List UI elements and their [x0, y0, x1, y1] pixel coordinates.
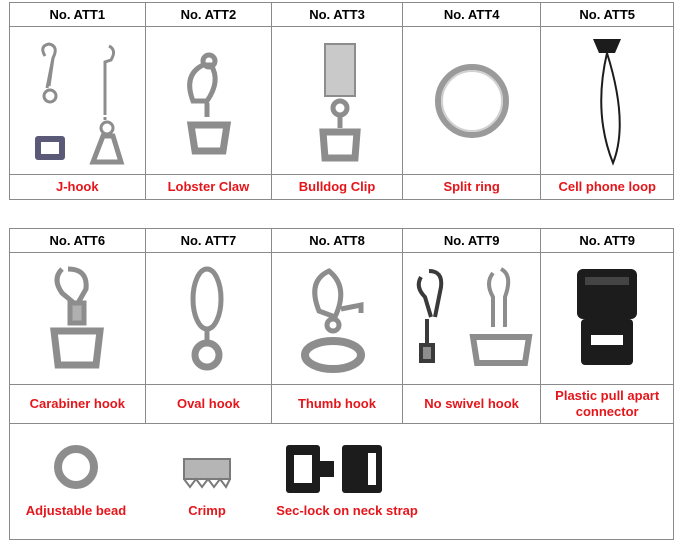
split-ring-icon	[422, 51, 522, 151]
caption-adjustable-bead: Adjustable bead	[25, 503, 127, 518]
j-hook-icon	[17, 36, 137, 166]
caption-att9-b: Plastic pull apart connector	[555, 388, 660, 419]
image-cell-att6	[10, 253, 146, 385]
image-cell-att8	[272, 253, 403, 385]
image-cell-att7	[146, 253, 273, 385]
header-att9-a: No. ATT9	[403, 229, 542, 253]
header-att1: No. ATT1	[10, 3, 146, 27]
header-att7: No. ATT7	[146, 229, 273, 253]
item-adjustable-bead	[16, 433, 136, 518]
thumb-hook-icon	[287, 259, 387, 379]
caption-att9-a: No swivel hook	[403, 385, 542, 423]
plastic-connector-icon	[567, 259, 647, 379]
caption-crimp: Crimp	[188, 503, 226, 518]
lobster-claw-icon	[163, 41, 253, 161]
image-cell-att1	[10, 27, 146, 175]
header-att9-b: No. ATT9	[541, 229, 673, 253]
image-cell-att3	[272, 27, 403, 175]
caption-att4: Split ring	[403, 175, 542, 199]
image-cell-att2	[146, 27, 273, 175]
carabiner-hook-icon	[32, 259, 122, 379]
no-swivel-hook-icon	[407, 259, 537, 379]
caption-att7: Oval hook	[146, 385, 273, 423]
caption-att8: Thumb hook	[272, 385, 403, 423]
header-att5: No. ATT5	[541, 3, 673, 27]
header-att3: No. ATT3	[272, 3, 403, 27]
image-cell-att5	[541, 27, 673, 175]
caption-sec-lock: Sec-lock on neck strap	[276, 503, 418, 518]
attachments-table-2	[9, 228, 674, 424]
sec-lock-icon	[272, 433, 422, 503]
caption-att5: Cell phone loop	[558, 179, 656, 194]
bulldog-clip-icon	[297, 36, 377, 166]
cell-phone-loop-icon	[557, 31, 657, 171]
crimp-icon	[162, 433, 252, 503]
caption-att1: J-hook	[10, 175, 146, 199]
item-crimp	[162, 433, 252, 518]
attachments-table-1	[9, 2, 674, 200]
oval-hook-icon	[173, 259, 243, 379]
header-att2: No. ATT2	[146, 3, 273, 27]
item-sec-lock	[272, 433, 422, 518]
image-cell-att9-a	[403, 253, 542, 385]
header-att4: No. ATT4	[403, 3, 542, 27]
image-cell-att4	[403, 27, 542, 175]
image-cell-att9-b	[541, 253, 673, 385]
adjustable-bead-icon	[16, 433, 136, 503]
header-att8: No. ATT8	[272, 229, 403, 253]
caption-att3: Bulldog Clip	[272, 175, 403, 199]
header-att6: No. ATT6	[10, 229, 146, 253]
caption-att6: Carabiner hook	[10, 385, 146, 423]
caption-att2: Lobster Claw	[146, 175, 273, 199]
attachments-table-3	[9, 423, 674, 540]
